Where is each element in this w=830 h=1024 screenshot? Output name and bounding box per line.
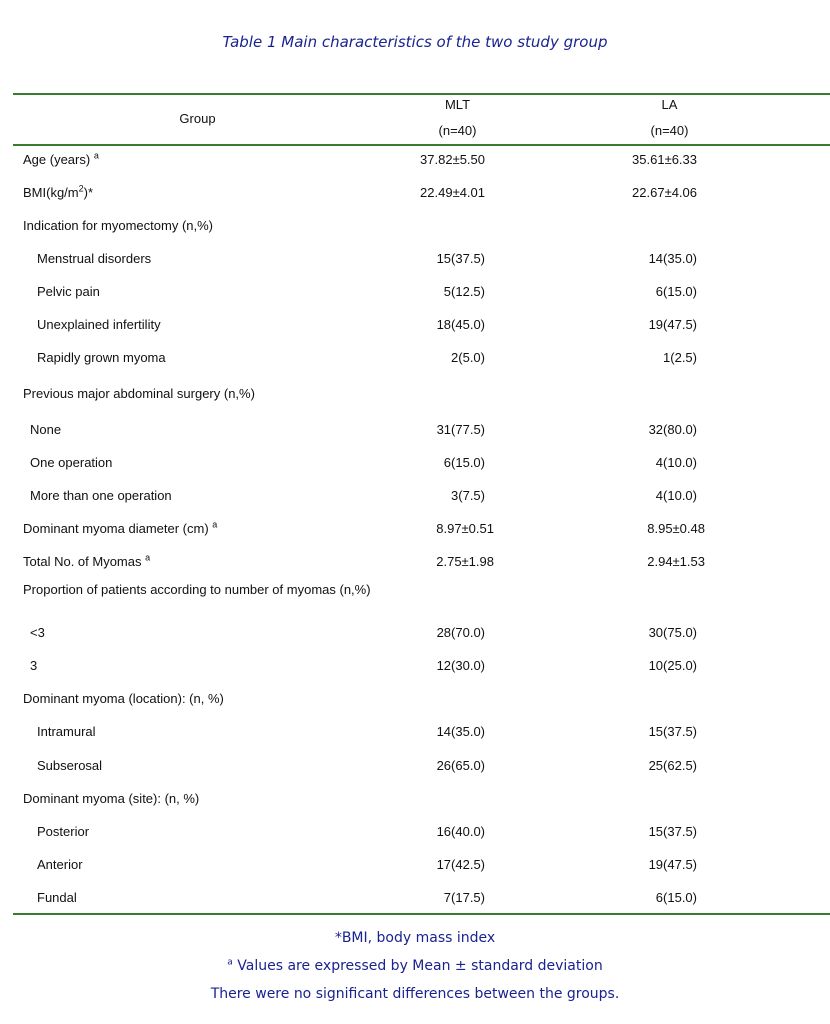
row-value-mlt: 2(5.0) xyxy=(451,350,485,365)
footnote-bmi: *BMI, body mass index xyxy=(334,930,496,946)
table-row xyxy=(0,888,830,908)
row-value-la: 10(25.0) xyxy=(648,658,697,673)
table-row xyxy=(0,756,830,776)
section-label: Dominant myoma (location): (n, %) xyxy=(23,691,224,706)
row-value-la: 35.61±6.33 xyxy=(632,152,697,167)
row-value-mlt: 7(17.5) xyxy=(443,890,485,905)
table-section-indication xyxy=(0,216,830,236)
row-label: Intramural xyxy=(37,724,96,739)
row-value-mlt: 8.97±0.51 xyxy=(436,521,494,536)
section-label: Dominant myoma (site): (n, %) xyxy=(23,791,200,806)
row-value-mlt: 2.75±1.98 xyxy=(436,554,494,569)
row-value-la: 25(62.5) xyxy=(648,758,697,773)
row-value-la: 22.67±4.06 xyxy=(632,185,697,200)
row-value-mlt: 17(42.5) xyxy=(436,857,485,872)
footnote-significance: There were no significant differences between the groups. xyxy=(210,986,620,1002)
table-row xyxy=(0,822,830,842)
table-section-site xyxy=(0,789,830,809)
row-value-la: 2.94±1.53 xyxy=(647,554,705,569)
row-label: Dominant myoma diameter (cm) $^a$ xyxy=(23,519,218,536)
table-row xyxy=(0,722,830,742)
row-label: Menstrual disorders xyxy=(37,251,152,266)
row-label: Anterior xyxy=(37,857,83,872)
table-row-age xyxy=(0,150,830,170)
row-value-mlt: 26(65.0) xyxy=(436,758,485,773)
row-value-la: 8.95±0.48 xyxy=(647,521,705,536)
table-section-proportion xyxy=(0,582,830,616)
header-mlt-n: (n=40) xyxy=(438,123,477,138)
row-value-la: 32(80.0) xyxy=(648,422,697,437)
row-label: None xyxy=(30,422,62,437)
table-row-bmi xyxy=(0,183,830,203)
table-row xyxy=(0,486,830,506)
row-value-la: 30(75.0) xyxy=(648,625,697,640)
row-label: More than one operation xyxy=(30,488,172,503)
row-value-la: 6(15.0) xyxy=(655,890,697,905)
row-value-mlt: 3(7.5) xyxy=(451,488,485,503)
row-value-la: 6(15.0) xyxy=(655,284,697,299)
row-label: Posterior xyxy=(37,824,90,839)
row-value-la: 15(37.5) xyxy=(648,724,697,739)
row-value-mlt: 14(35.0) xyxy=(436,724,485,739)
row-value-mlt: 31(77.5) xyxy=(436,422,485,437)
row-value-la: 4(10.0) xyxy=(655,488,697,503)
row-value-mlt: 6(15.0) xyxy=(443,455,485,470)
row-label: 3 xyxy=(30,658,38,673)
table-row xyxy=(0,348,830,368)
section-label: Indication for myomectomy (n,%) xyxy=(23,218,214,233)
row-value-la: 1(2.5) xyxy=(663,350,697,365)
row-value-mlt: 5(12.5) xyxy=(443,284,485,299)
row-label: Subserosal xyxy=(37,758,103,773)
row-label: Total No. of Myomas $^a$ xyxy=(23,552,151,569)
table-section-previous-surgery xyxy=(0,384,830,404)
table-row xyxy=(0,420,830,440)
table-section-location xyxy=(0,689,830,709)
section-label: Proportion of patients according to number of myomas (n,%) xyxy=(23,582,371,597)
table-bottom-rule xyxy=(13,913,830,915)
table-row xyxy=(0,315,830,335)
row-value-la: 4(10.0) xyxy=(655,455,697,470)
table-row xyxy=(0,453,830,473)
table-row-myoma-diameter xyxy=(0,519,830,539)
row-value-mlt: 37.82±5.50 xyxy=(420,152,485,167)
row-label: $BMI(kg/m^2)*$ xyxy=(23,183,94,200)
row-label: Fundal xyxy=(37,890,77,905)
row-value-mlt: 15(37.5) xyxy=(436,251,485,266)
row-value-mlt: 28(70.0) xyxy=(436,625,485,640)
table-row xyxy=(0,623,830,643)
row-label: Unexplained infertility xyxy=(37,317,161,332)
row-value-mlt: 12(30.0) xyxy=(436,658,485,673)
row-value-mlt: 18(45.0) xyxy=(436,317,485,332)
table-row xyxy=(0,282,830,302)
row-value-la: 19(47.5) xyxy=(648,857,697,872)
row-value-mlt: 22.49±4.01 xyxy=(420,185,485,200)
row-value-la: 19(47.5) xyxy=(648,317,697,332)
table-row xyxy=(0,249,830,269)
header-la-n: (n=40) xyxy=(650,123,689,138)
table-header-rule xyxy=(13,144,830,146)
table-caption: Table 1 Main characteristics of the two study group xyxy=(222,33,608,51)
row-label: <3 xyxy=(30,625,45,640)
footnote-values: $^a$ Values are expressed by Mean ± standard deviation xyxy=(227,957,603,974)
header-mlt: MLT xyxy=(444,97,471,112)
table-row xyxy=(0,855,830,875)
section-label: Previous major abdominal surgery (n,%) xyxy=(23,386,255,401)
row-value-la: 15(37.5) xyxy=(648,824,697,839)
table-row xyxy=(0,656,830,676)
row-label: Rapidly grown myoma xyxy=(37,350,166,365)
header-la: LA xyxy=(661,97,678,112)
row-label: Age (years) $^a$ xyxy=(23,150,99,167)
table-row-total-myomas xyxy=(0,552,830,572)
table-top-rule xyxy=(13,93,830,95)
row-value-mlt: 16(40.0) xyxy=(436,824,485,839)
row-value-la: 14(35.0) xyxy=(648,251,697,266)
row-label: Pelvic pain xyxy=(37,284,100,299)
header-group: Group xyxy=(179,111,216,126)
row-label: One operation xyxy=(30,455,113,470)
